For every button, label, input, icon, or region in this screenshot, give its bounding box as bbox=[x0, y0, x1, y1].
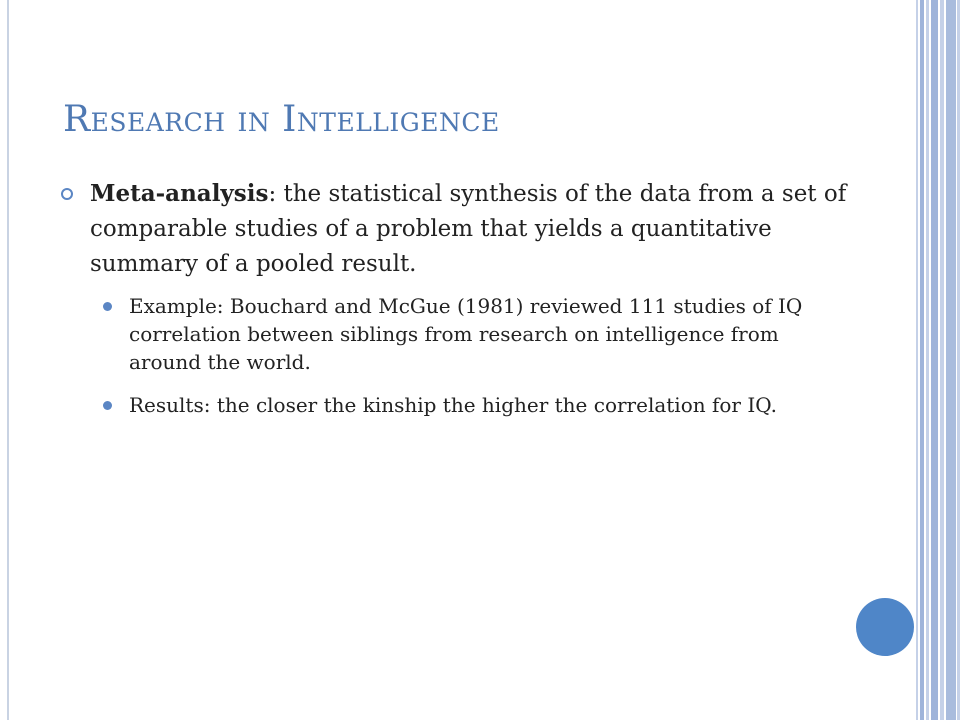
sub-bullet-dot-icon bbox=[103, 401, 112, 410]
sub-bullet-dot-icon bbox=[103, 302, 112, 311]
slide-left-border bbox=[7, 0, 9, 720]
stripe bbox=[931, 0, 938, 720]
decorative-circle bbox=[856, 598, 914, 656]
slide-title: Research in Intelligence bbox=[63, 99, 500, 140]
slide-body bbox=[60, 176, 850, 434]
bullet-icon bbox=[60, 187, 74, 201]
stripe bbox=[946, 0, 956, 720]
decorative-stripes bbox=[916, 0, 960, 720]
stripe bbox=[926, 0, 929, 720]
sub-bullet-text: Results: the closer the kinship the higher the correlation for IQ. bbox=[129, 393, 777, 417]
stripe bbox=[920, 0, 924, 720]
sub-bullet-example bbox=[129, 292, 850, 376]
stripe bbox=[916, 0, 918, 720]
stripe bbox=[940, 0, 944, 720]
main-bullet bbox=[60, 176, 850, 282]
sub-bullet-text: Example: Bouchard and McGue (1981) reviewed 111 studies of IQ correlation between siblings from research on intelligence from around the world. bbox=[129, 294, 803, 374]
sub-bullet-results bbox=[129, 391, 850, 419]
bullet-term: Meta-analysis bbox=[90, 180, 269, 207]
bullet-definition: : the statistical synthesis of the data from a set of comparable studies of a problem that yields a quantitative summary of a pooled result. bbox=[90, 181, 847, 277]
